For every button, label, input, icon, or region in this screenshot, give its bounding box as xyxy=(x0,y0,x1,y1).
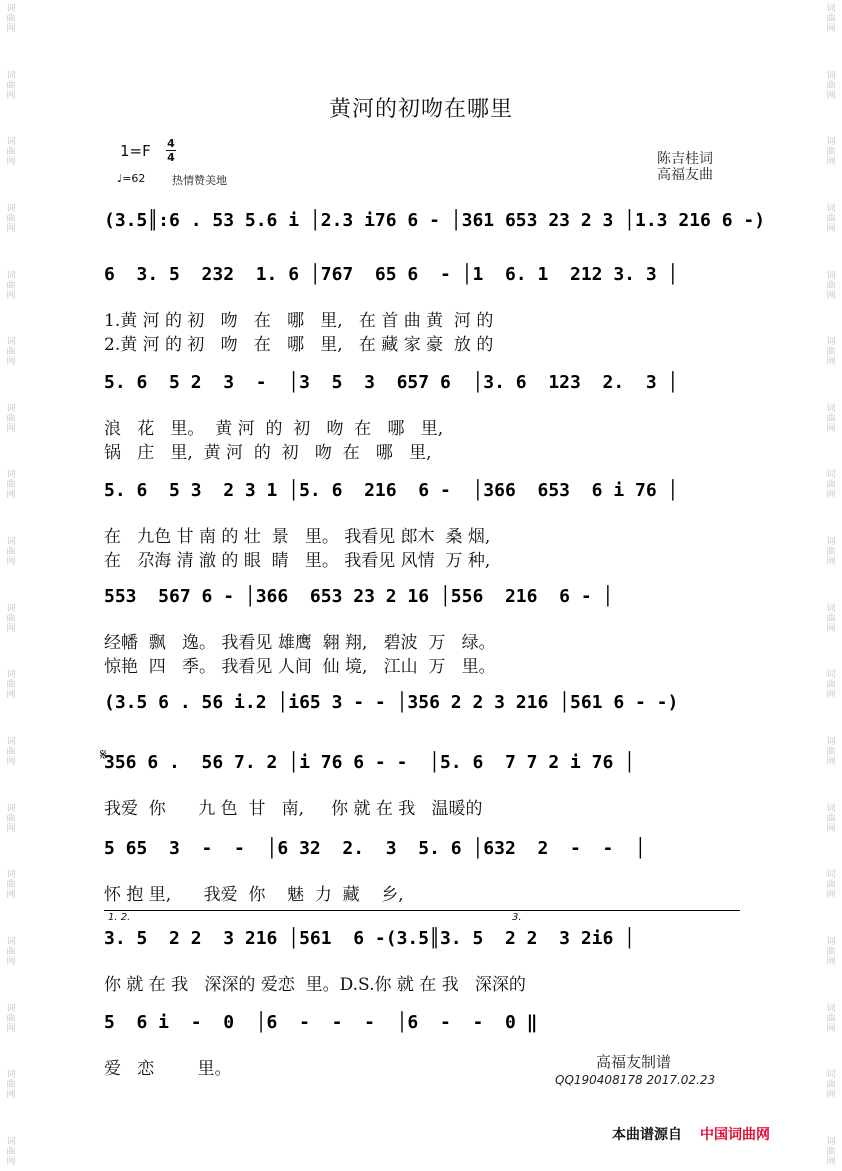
watermark-right xyxy=(822,0,840,1171)
time-signature-bottom: 4 xyxy=(167,151,175,164)
lyric-line: 浪 花 里。 黄 河 的 初 吻 在 哪 里, xyxy=(104,419,444,439)
time-signature-top: 4 xyxy=(167,137,175,150)
source-label: 本曲谱源自 xyxy=(612,1127,682,1143)
lyricist-credit: 陈吉桂词 xyxy=(657,151,713,167)
lyric-line: 在 尕海 清 澈 的 眼 睛 里。 我看见 风情 万 种, xyxy=(104,551,491,571)
arranger-signature: 高福友制谱 xyxy=(596,1053,672,1071)
lyric-line: 你 就 在 我 深深的 爱恋 里。D.S.你 就 在 我 深深的 xyxy=(104,975,526,995)
watermark-glyph: 词 曲 网 xyxy=(6,403,16,434)
lyric-line: 1.黄 河 的 初 吻 在 哪 里, 在 首 曲 黄 河 的 xyxy=(104,311,494,331)
contact-line: QQ190408178 2017.02.23 xyxy=(555,1073,716,1087)
watermark-glyph: 词 曲 网 xyxy=(6,670,16,701)
notation-line: 6 3. 5 232 1. 6 │767 65 6 - │1 6. 1 212 3. 3 │ xyxy=(104,264,679,285)
notation-line: 3. 5 2 2 3 216 │561 6 -(3.5║3. 5 2 2 3 2i6 │ xyxy=(104,928,636,949)
watermark-glyph: 词 曲 网 xyxy=(826,870,836,901)
watermark-glyph: 词 曲 网 xyxy=(6,1003,16,1034)
key-signature: 1=F xyxy=(120,142,151,160)
watermark-glyph: 词 曲 网 xyxy=(6,737,16,768)
watermark-glyph: 词 曲 网 xyxy=(826,803,836,834)
watermark-glyph: 词 曲 网 xyxy=(826,403,836,434)
watermark-glyph: 词 曲 网 xyxy=(826,70,836,101)
notation-line: 5 6 i - 0 │6 - - - │6 - - 0 ‖ xyxy=(104,1012,538,1033)
time-signature xyxy=(166,138,176,163)
watermark-glyph: 词 曲 网 xyxy=(826,1136,836,1167)
watermark-glyph: 词 曲 网 xyxy=(826,203,836,234)
watermark-glyph: 词 曲 网 xyxy=(6,603,16,634)
watermark-glyph: 词 曲 网 xyxy=(6,1136,16,1167)
watermark-glyph: 词 曲 网 xyxy=(6,70,16,101)
watermark-glyph: 词 曲 网 xyxy=(6,803,16,834)
watermark-glyph: 词 曲 网 xyxy=(826,603,836,634)
watermark-glyph: 词 曲 网 xyxy=(826,1003,836,1034)
lyric-line: 怀 抱 里, 我爱 你 魅 力 藏 乡, xyxy=(104,885,404,905)
watermark-glyph: 词 曲 网 xyxy=(6,537,16,568)
expression-marking: 热情赞美地 xyxy=(172,174,227,187)
watermark-glyph: 词 曲 网 xyxy=(826,670,836,701)
watermark-glyph: 词 曲 网 xyxy=(826,936,836,967)
watermark-glyph: 词 曲 网 xyxy=(826,470,836,501)
lyric-line: 在 九色 甘 南 的 壮 景 里。 我看见 郎木 桑 烟, xyxy=(104,527,491,547)
watermark-glyph: 词 曲 网 xyxy=(6,870,16,901)
first-ending-bracket xyxy=(104,910,508,911)
watermark-glyph: 词 曲 网 xyxy=(826,270,836,301)
watermark-glyph: 词 曲 网 xyxy=(6,470,16,501)
watermark-glyph: 词 曲 网 xyxy=(826,337,836,368)
watermark-glyph: 词 曲 网 xyxy=(6,1070,16,1101)
third-ending-label: 3. xyxy=(512,912,522,923)
notation-line: 5. 6 5 3 2 3 1 │5. 6 216 6 - │366 653 6 i 76 │ xyxy=(104,480,679,501)
notation-line: 356 6 . 56 7. 2 │i 76 6 - - │5. 6 7 7 2 i 76 │ xyxy=(104,752,636,773)
lyric-line: 我爱 你 九 色 甘 南, 你 就 在 我 温暖的 xyxy=(104,799,483,819)
song-title: 黄河的初吻在哪里 xyxy=(328,97,513,122)
lyric-line: 锅 庄 里, 黄 河 的 初 吻 在 哪 里, xyxy=(104,443,432,463)
segno-sign: 𝄋 xyxy=(100,745,107,764)
notation-line: 553 567 6 - │366 653 23 2 16 │556 216 6 - │ xyxy=(104,586,614,607)
watermark-glyph: 词 曲 网 xyxy=(826,4,836,34)
watermark-left xyxy=(2,0,20,1171)
source-brand[interactable]: 中国词曲网 xyxy=(700,1127,770,1143)
third-ending-bracket xyxy=(508,910,740,911)
lyric-line: 经幡 飘 逸。 我看见 雄鹰 翱 翔, 碧波 万 绿。 xyxy=(104,633,496,653)
watermark-glyph: 词 曲 网 xyxy=(6,270,16,301)
source-line xyxy=(612,1124,770,1144)
watermark-glyph: 词 曲 网 xyxy=(6,203,16,234)
watermark-glyph: 词 曲 网 xyxy=(826,537,836,568)
watermark-glyph: 词 曲 网 xyxy=(826,1070,836,1101)
notation-line: (3.5║:6 . 53 5.6 i │2.3 i76 6 - │361 653 23 2 3 │1.3 216 6 -) xyxy=(104,210,766,231)
notation-line: 5. 6 5 2 3 - │3 5 3 657 6 │3. 6 123 2. 3 │ xyxy=(104,372,679,393)
watermark-glyph: 词 曲 网 xyxy=(826,737,836,768)
notation-line: 5 65 3 - - │6 32 2. 3 5. 6 │632 2 - - │ xyxy=(104,838,646,859)
notation-line: (3.5 6 . 56 i.2 │i65 3 - - │356 2 2 3 216 │561 6 - -) xyxy=(104,692,679,713)
tempo-marking: ♩=62 xyxy=(117,172,146,185)
lyric-line: 2.黄 河 的 初 吻 在 哪 里, 在 藏 家 豪 放 的 xyxy=(104,335,494,355)
watermark-glyph: 词 曲 网 xyxy=(6,337,16,368)
lyric-line: 惊艳 四 季。 我看见 人间 仙 境, 江山 万 里。 xyxy=(104,657,496,677)
watermark-glyph: 词 曲 网 xyxy=(826,137,836,168)
lyric-line: 爱 恋 里。 xyxy=(104,1059,232,1079)
first-ending-label: 1. 2. xyxy=(108,912,131,923)
watermark-glyph: 词 曲 网 xyxy=(6,137,16,168)
composer-credit: 高福友曲 xyxy=(657,167,713,183)
watermark-glyph: 词 曲 网 xyxy=(6,4,16,34)
watermark-glyph: 词 曲 网 xyxy=(6,936,16,967)
